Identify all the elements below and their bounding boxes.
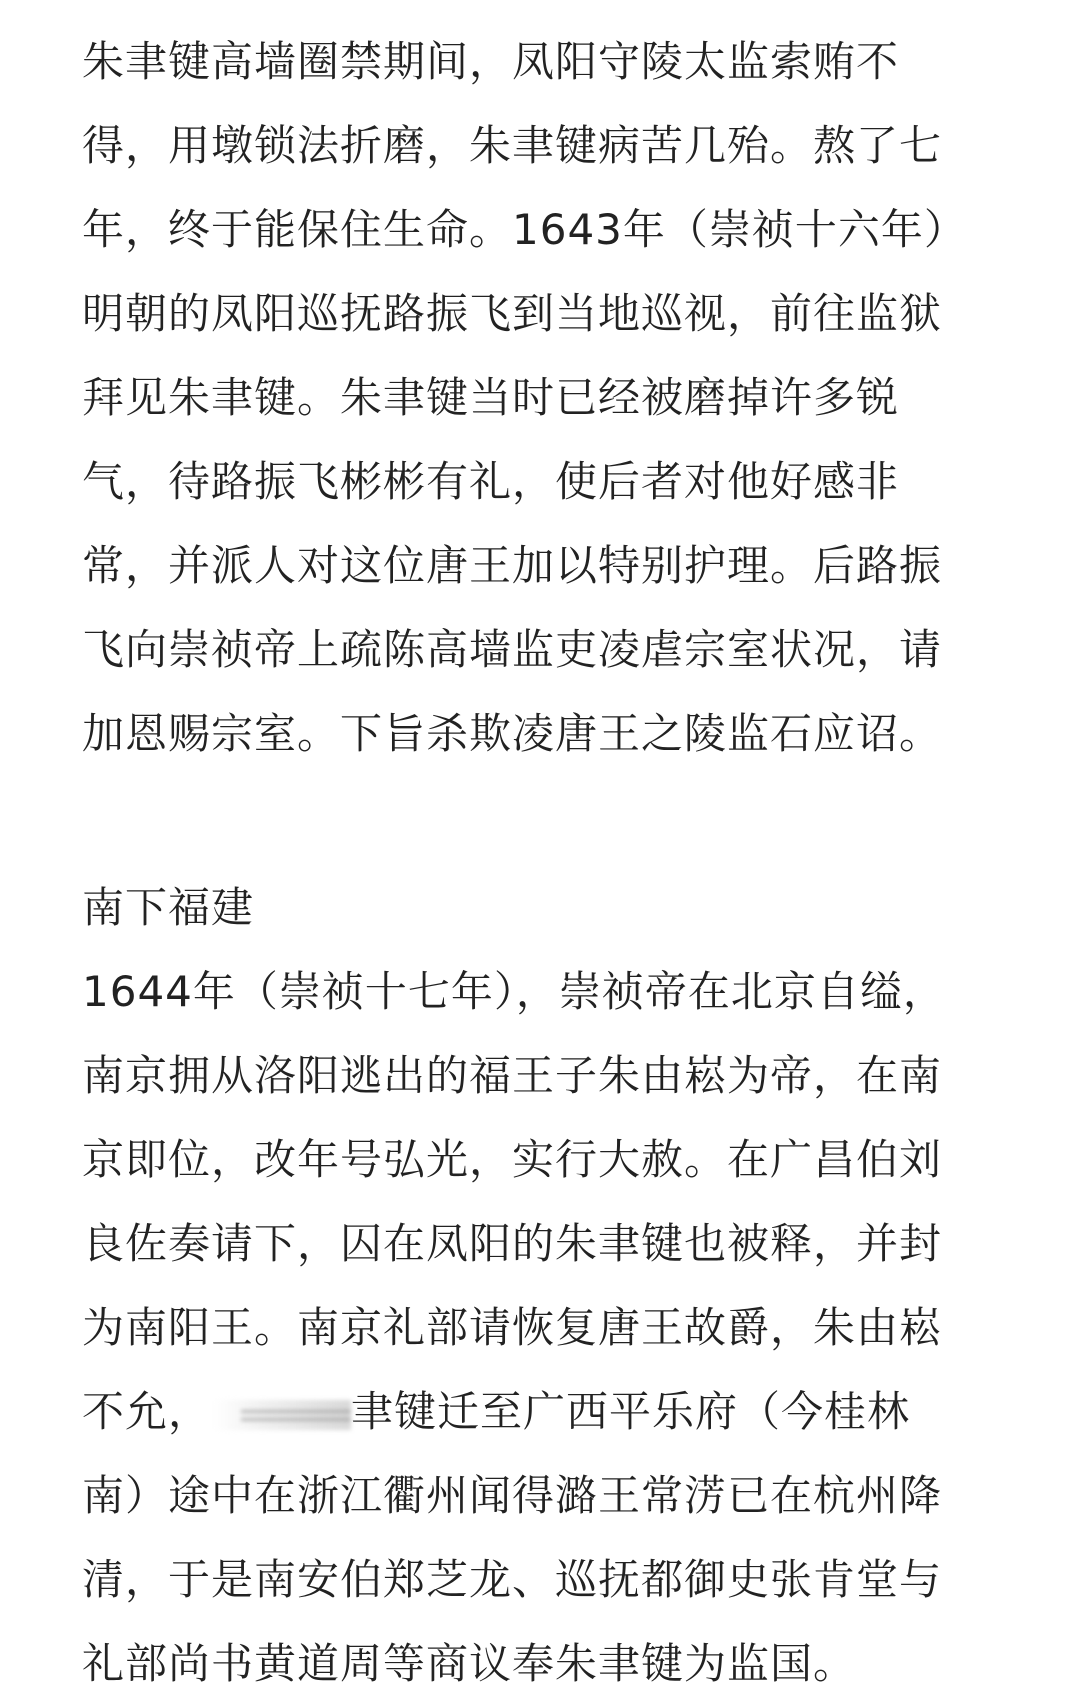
text-line: 气，待路振飞彬彬有礼，使后者对他好感非 — [82, 457, 900, 506]
text-line: 1644年（崇祯十七年），崇祯帝在北京自缢， — [82, 967, 946, 1016]
text-line: 明朝的凤阳巡抚路振飞到当地巡视，前往监狱 — [82, 289, 943, 338]
text-line: 朱聿键高墙圈禁期间，凤阳守陵太监索贿不 — [82, 37, 900, 86]
section-heading: 南下福建 — [82, 883, 255, 932]
text-line: 常，并派人对这位唐王加以特别护理。后路振 — [82, 541, 943, 590]
paragraph-2 — [82, 950, 1062, 1706]
text-line: 南）途中在浙江衢州闻得潞王常淓已在杭州降 — [82, 1471, 943, 1520]
text-line: 为南阳王。南京礼部请恢复唐王故爵，朱由崧 — [82, 1303, 943, 1352]
text-segment: 聿键迁至广西平乐府（今桂林 — [351, 1387, 911, 1436]
text-line: 清，于是南安伯郑芝龙、巡抚都御史张肯堂与 — [82, 1555, 943, 1604]
text-line: 加恩赐宗室。下旨杀欺凌唐王之陵监石应诏。 — [82, 709, 943, 758]
text-line: 京即位，改年号弘光，实行大赦。在广昌伯刘 — [82, 1135, 943, 1184]
text-segment: 不允， — [82, 1387, 212, 1436]
text-line: 拜见朱聿键。朱聿键当时已经被磨掉许多锐 — [82, 373, 900, 422]
text-line: 礼部尚书黄道周等商议奉朱聿键为监国。 — [82, 1639, 857, 1688]
text-line: 得，用墩锁法折磨，朱聿键病苦几殆。熬了七 — [82, 121, 943, 170]
article-body — [82, 0, 1062, 1706]
text-line: 飞向崇祯帝上疏陈高墙监吏凌虐宗室状况，请 — [82, 625, 943, 674]
paragraph-1 — [82, 20, 1062, 776]
text-line: 年，终于能保住生命。1643年（崇祯十六年） — [82, 205, 967, 254]
text-line-obscured — [82, 1370, 1062, 1454]
text-line: 良佐奏请下，囚在凤阳的朱聿键也被释，并封 — [82, 1219, 943, 1268]
text-line: 南京拥从洛阳逃出的福王子朱由崧为帝，在南 — [82, 1051, 943, 1100]
blurred-text-mask — [211, 1400, 351, 1430]
